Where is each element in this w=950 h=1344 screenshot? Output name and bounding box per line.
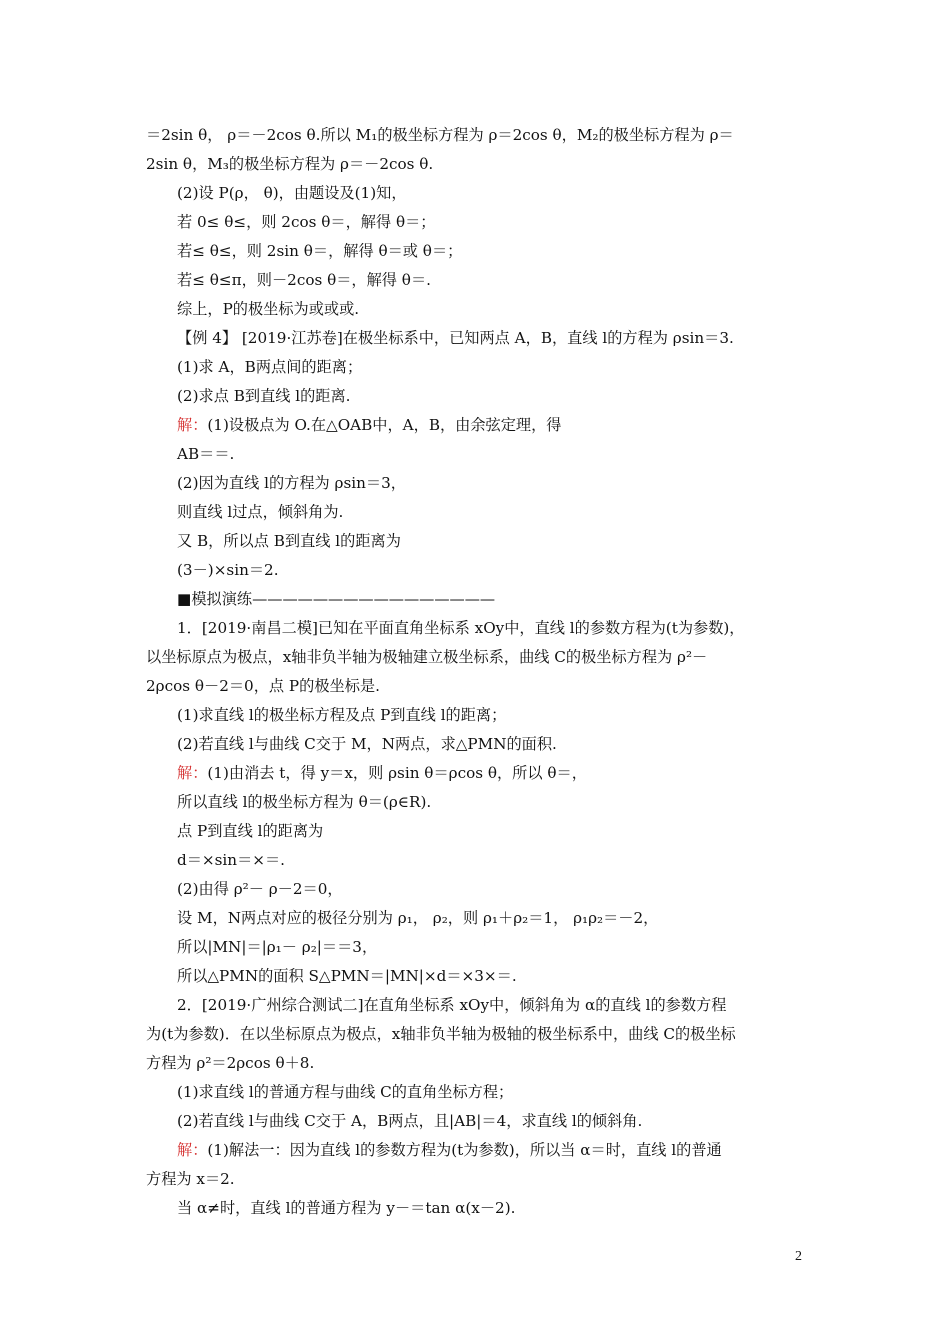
text-line — [146, 701, 808, 730]
line-text: (3－)×sin＝2. — [177, 561, 279, 579]
line-text: 若≤ θ≤π，则－2cos θ＝，解得 θ＝. — [177, 271, 431, 289]
text-line — [146, 933, 808, 962]
line-text: (2)设 P(ρ， θ)，由题设及(1)知， — [177, 184, 407, 202]
text-line — [146, 585, 808, 614]
line-text: 点 P到直线 l的距离为 — [177, 822, 324, 840]
text-line — [146, 1165, 808, 1194]
line-text: 2．[2019·广州综合测试二]在直角坐标系 xOy中，倾斜角为 α的直线 l的参数方程 — [177, 996, 727, 1014]
page-number: 2 — [795, 1249, 802, 1264]
text-line — [146, 556, 808, 585]
text-line — [146, 1020, 808, 1049]
line-text: (2)若直线 l与曲线 C交于 M，N两点，求△PMN的面积. — [177, 735, 557, 753]
line-text: (1)设极点为 O.在△OAB中，A，B，由余弦定理，得 — [207, 416, 562, 434]
text-line — [146, 382, 808, 411]
text-line — [146, 643, 808, 672]
line-text: (1)由消去 t，得 y＝x，则 ρsin θ＝ρcos θ，所以 θ＝， — [207, 764, 587, 782]
line-text: (2)若直线 l与曲线 C交于 A，B两点，且|AB|＝4，求直线 l的倾斜角. — [177, 1112, 643, 1130]
line-text: 为(t为参数)．在以坐标原点为极点，x轴非负半轴为极轴的极坐标系中，曲线 C的极坐标 — [146, 1025, 736, 1043]
text-line — [146, 179, 808, 208]
line-text: 综上，P的极坐标为或或或. — [177, 300, 360, 318]
line-text: (1)求直线 l的极坐标方程及点 P到直线 l的距离； — [177, 706, 507, 724]
line-text: 又 B，所以点 B到直线 l的距离为 — [177, 532, 401, 550]
text-line — [146, 962, 808, 991]
text-line — [146, 295, 808, 324]
text-line — [146, 788, 808, 817]
text-line — [146, 1107, 808, 1136]
line-text: 所以△PMN的面积 S△PMN＝|MN|×d＝×3×＝. — [177, 967, 517, 985]
line-text: 以坐标原点为极点，x轴非负半轴为极轴建立极坐标系，曲线 C的极坐标方程为 ρ²－ — [146, 648, 708, 666]
text-line — [146, 440, 808, 469]
line-text: 当 α≠时，直线 l的普通方程为 y－＝tan α(x－2). — [177, 1199, 516, 1217]
text-line — [146, 498, 808, 527]
solution-label: 解： — [177, 1141, 208, 1159]
text-line — [146, 730, 808, 759]
page-content — [146, 121, 808, 1223]
line-text: 若 0≤ θ≤，则 2cos θ＝，解得 θ＝； — [177, 213, 436, 231]
text-line — [146, 875, 808, 904]
text-line — [146, 817, 808, 846]
text-line — [146, 527, 808, 556]
text-line — [146, 411, 808, 440]
line-text: ＝2sin θ， ρ＝－2cos θ.所以 M₁的极坐标方程为 ρ＝2cos θ，M₂的极坐标方程为 ρ＝ — [146, 126, 734, 144]
line-text: d＝×sin＝×＝. — [177, 851, 285, 869]
text-line — [146, 1078, 808, 1107]
solution-label: 解： — [177, 416, 208, 434]
text-line — [146, 614, 808, 643]
text-line — [146, 991, 808, 1020]
text-line — [146, 324, 808, 353]
text-line — [146, 208, 808, 237]
line-text: 设 M，N两点对应的极径分别为 ρ₁， ρ₂，则 ρ₁＋ρ₂＝1， ρ₁ρ₂＝－2， — [177, 909, 659, 927]
text-line — [146, 846, 808, 875]
line-text: 方程为 ρ²＝2ρcos θ＋8. — [146, 1054, 315, 1072]
text-line — [146, 121, 808, 150]
line-text: (1)求直线 l的普通方程与曲线 C的直角坐标方程； — [177, 1083, 514, 1101]
solution-label: 解： — [177, 764, 208, 782]
text-line — [146, 759, 808, 788]
line-text: ■模拟演练———————————————— — [177, 590, 496, 608]
line-text: 【例 4】 [2019·江苏卷]在极坐标系中，已知两点 A，B，直线 l的方程为 ρsin＝3. — [177, 329, 734, 347]
text-line — [146, 1136, 808, 1165]
line-text: 2sin θ，M₃的极坐标方程为 ρ＝－2cos θ. — [146, 155, 434, 173]
line-text: 1．[2019·南昌二模]已知在平面直角坐标系 xOy中，直线 l的参数方程为(t为参数)， — [177, 619, 745, 637]
line-text: 若≤ θ≤，则 2sin θ＝，解得 θ＝或 θ＝； — [177, 242, 463, 260]
text-line — [146, 150, 808, 179]
text-line — [146, 1049, 808, 1078]
line-text: (1)求 A，B两点间的距离； — [177, 358, 363, 376]
text-line — [146, 353, 808, 382]
line-text: (2)因为直线 l的方程为 ρsin＝3， — [177, 474, 406, 492]
text-line — [146, 904, 808, 933]
line-text: (2)求点 B到直线 l的距离. — [177, 387, 351, 405]
text-line — [146, 1194, 808, 1223]
line-text: (2)由得 ρ²－ ρ－2＝0， — [177, 880, 343, 898]
line-text: 所以直线 l的极坐标方程为 θ＝(ρ∈R). — [177, 793, 432, 811]
text-line — [146, 469, 808, 498]
line-text: 所以|MN|＝|ρ₁－ ρ₂|＝＝3， — [177, 938, 378, 956]
text-line — [146, 266, 808, 295]
line-text: 则直线 l过点，倾斜角为. — [177, 503, 344, 521]
text-line — [146, 672, 808, 701]
line-text: AB＝＝. — [177, 445, 235, 463]
line-text: 方程为 x＝2. — [146, 1170, 235, 1188]
line-text: 2ρcos θ－2＝0，点 P的极坐标是. — [146, 677, 380, 695]
text-line — [146, 237, 808, 266]
line-text: (1)解法一：因为直线 l的参数方程为(t为参数)，所以当 α＝时，直线 l的普通 — [207, 1141, 722, 1159]
